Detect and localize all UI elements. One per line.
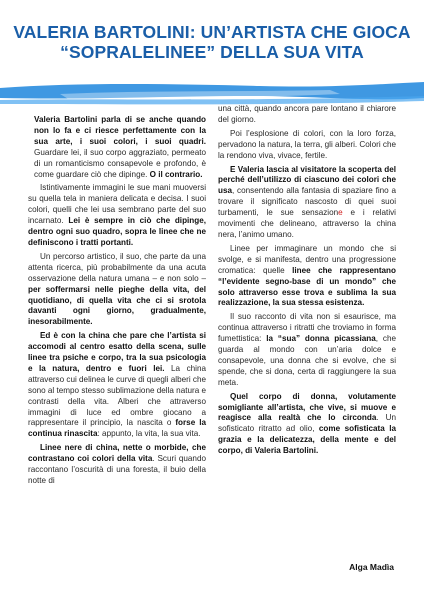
- text: Guardare lei, il suo corpo aggraziato, permeato di un romanticismo consapevole e profondo, è come guardare ciò che dipinge.: [34, 147, 206, 179]
- text: Un percorso artistico, il suo, che parte da una attenta ricerca, più probabilmente da una acuta osservazione della natura umana – e non solo –: [28, 251, 206, 283]
- text: , che guarda al mondo con un’aria dolce e consapevole, una donna che si evolve, che si spende, che si dona, certa di raggiungere la sua meta.: [218, 334, 396, 387]
- left-column: [28, 115, 206, 490]
- paragraph: [28, 443, 206, 487]
- bold-text: come sofisticata la grazia e la delicatezza, della mente e del corpo, di Valeria Bartolini.: [218, 424, 396, 456]
- paragraph: [218, 312, 396, 388]
- text: una città, quando ancora pare lontano il chiarore del giorno.: [218, 104, 396, 124]
- paragraph: [28, 115, 206, 180]
- paragraph: [28, 331, 206, 440]
- title-line-2: “SOPRALELINEE” DELLA SUA VITA: [60, 42, 364, 62]
- paragraph: [218, 244, 396, 309]
- text: e i relativi movimenti che delineano, attraverso la china nera, l’animo umano.: [218, 208, 396, 239]
- text: La china attraverso cui delinea le curve di quegli alberi che sono al tempo stesso sublimazione della natura e contrasti della vita. Alberi che attraverso immagini di luce ed ombre giocano a rappresentare il principio, la nascita o: [28, 363, 206, 428]
- text: : appunto, la vita, la sua vita.: [97, 429, 201, 439]
- bold-text: E Valeria lascia al visitatore la scoperta del perché dell’utilizzo di ciascuno dei colori che usa: [218, 164, 396, 196]
- text: . Un sofisticato ritratto ad olio,: [218, 413, 396, 434]
- bold-text: Ed è con la china che pare che l’artista si accomodi al centro esatto della scena, sulle linee tra psiche e corpo, tra la sua psicologia e la natura, dentro e fuori lei.: [28, 331, 206, 373]
- text: Poi l’esplosione di colori, con la loro forza, pervadono la natura, la terra, gli alberi. Colori che la rendono viva, vivace, fertile.: [218, 128, 396, 160]
- bold-text: Linee nere di china, nette o morbide, che contrastano coi colori della vita: [28, 443, 206, 464]
- text: Il suo racconto di vita non si esaurisce, ma continua attraverso i ritratti che troviamo in forma fumettistica:: [218, 312, 396, 344]
- red-letter: e: [338, 208, 343, 218]
- bold-text: per soffermarsi nelle pieghe della vita, del quotidiano, di quella vita che ci si srotola davanti ogni giorno, gradualmente, inesorabilmente.: [28, 284, 206, 327]
- paragraph: [28, 252, 206, 328]
- title-line-1: VALERIA BARTOLINI: UN’ARTISTA CHE GIOCA: [13, 22, 411, 42]
- bold-text: Valeria Bartolini parla di se anche quando non lo fa e ci riesce perfettamente con la sua arte, i suoi colori, i suoi quadri.: [34, 115, 206, 146]
- bold-text: Quel corpo di donna, volutamente somigliante all’artista, che vive, si muove e reagisce alla realtà che lo circonda: [218, 391, 396, 423]
- text: , consentendo alla fantasia di spaziare fino a trovare il significato nascosto di quei suoi turbamenti, le sue sensazion: [218, 186, 396, 218]
- author-signature: Alga Madìa: [349, 562, 394, 572]
- paragraph: [218, 392, 396, 457]
- paragraph: [218, 165, 396, 241]
- bold-text: forse la continua rinascita: [28, 418, 206, 439]
- paragraph: [218, 129, 396, 162]
- text: . Scuri quando raccontano l’oscurità di una foresta, il buio della notte di: [28, 454, 206, 485]
- paragraph: [218, 104, 396, 126]
- article-title: [10, 22, 414, 62]
- bold-text: la “sua” donna picassiana: [266, 334, 376, 344]
- right-column: [218, 104, 396, 460]
- bold-text: O il contrario.: [149, 169, 203, 179]
- bold-text: Lei è sempre in ciò che dipinge, dentro ogni suo quadro, sopra le linee che ne definiscono i tratti portanti.: [28, 216, 206, 247]
- bold-text: linee che rappresentano “l’evidente segno-base di un mondo” che solo attraverso esse trova e sublima la sua realizzazione, la sua stessa esistenza.: [218, 265, 396, 308]
- text: Linee per immaginare un mondo che si svolge, e si manifesta, dentro una progressione cromatica: quelle: [218, 243, 396, 275]
- text: Istintivamente immagini le sue mani muoversi su quella tela in maniera delicata e decisa. I suoi colori, quelli che lei usa sembrano parte del suo incarnato.: [28, 183, 206, 226]
- paragraph: [28, 183, 206, 248]
